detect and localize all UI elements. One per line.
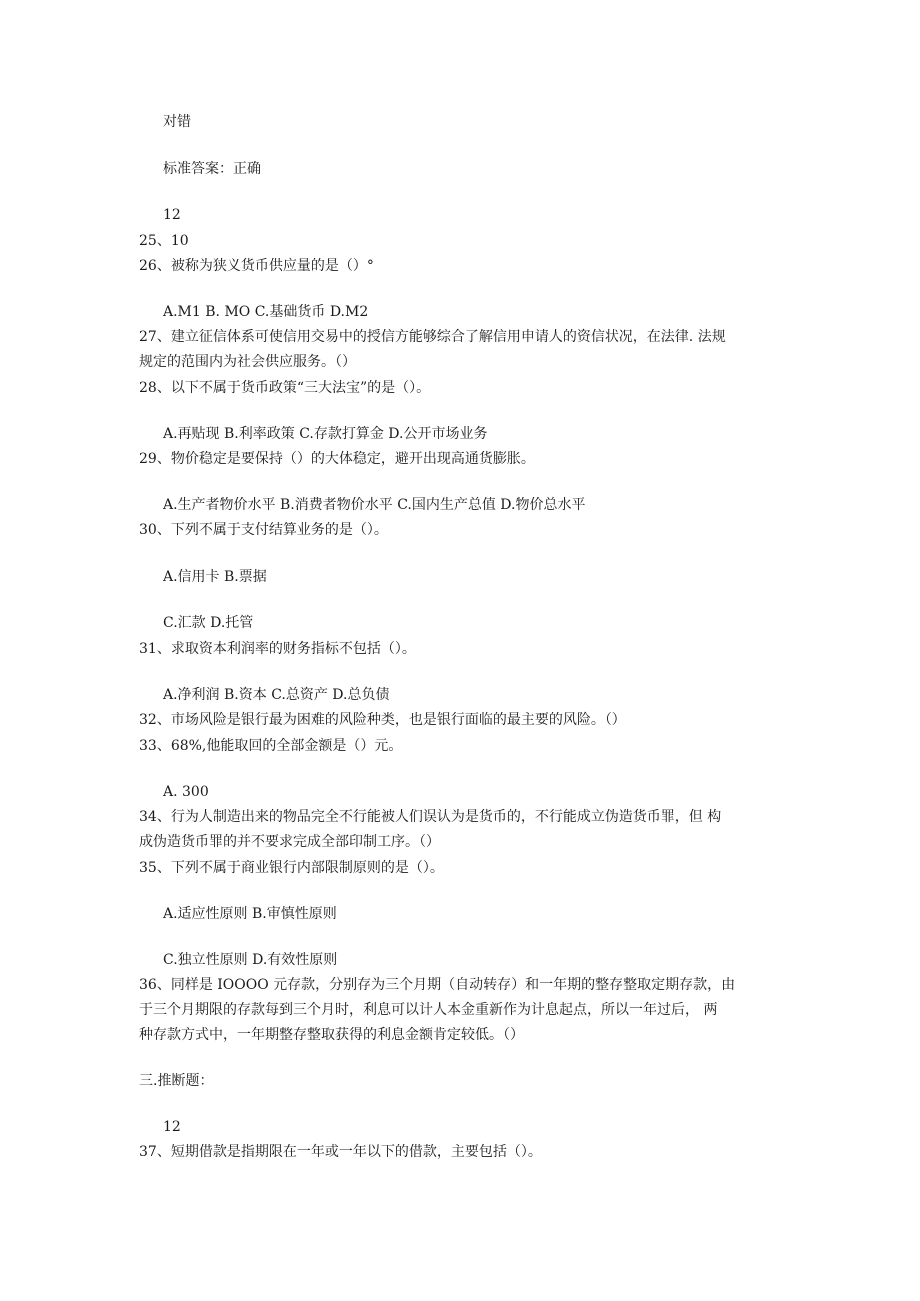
question-27-line-2: 规定的范围内为社会供应服务。（） (139, 354, 356, 370)
question-25: 25、10 (139, 233, 189, 249)
question-26: 26、被称为狭义货币供应量的是（）° (139, 258, 374, 274)
question-32: 32、市场风险是银行最为困难的风险种类，也是银行面临的最主要的风险。（） (139, 712, 626, 728)
question-35-options-ab: A.适应性原则 B.审慎性原则 (163, 906, 337, 922)
answer-options-true-false: 对错 (163, 114, 191, 130)
page-number: 12 (163, 1119, 181, 1135)
question-35: 35、下列不属于商业银行内部限制原则的是（）。 (139, 860, 444, 876)
question-36-line-3: 种存款方式中，一年期整存整取获得的利息金额肯定较低。（） (139, 1027, 524, 1043)
question-28: 28、以下不属于货币政策“三大法宝”的是（）。 (139, 380, 431, 396)
question-34-line-2: 成伪造货币罪的并不要求完成全部印制工序。（） (139, 834, 440, 850)
question-31-options: A.净利润 B.资本 C.总资产 D.总负债 (163, 687, 390, 703)
question-37: 37、短期借款是指期限在一年或一年以下的借款，主要包括（）。 (139, 1144, 542, 1160)
question-30-options-ab: A.信用卡 B.票据 (163, 569, 267, 585)
question-36-line-1: 36、同样是 IOOOO 元存款，分别存为三个月期（自动转存）和一年期的整存整取定期存款，由 (139, 977, 736, 993)
question-33: 33、68%,他能取回的全部金额是（）元。 (139, 738, 403, 754)
question-27-line-1: 27、建立征信体系可使信用交易中的授信方能够综合了解信用申请人的资信状况，在法律. 法规 (139, 329, 726, 345)
section-heading: 三.推断题： (139, 1073, 214, 1089)
page-number: 12 (163, 207, 181, 223)
standard-answer: 标准答案：正确 (163, 161, 261, 177)
question-36-line-2: 于三个月期限的存款每到三个月时，利息可以计人本金重新作为计息起点，所以一年过后， 两 (139, 1002, 718, 1018)
question-28-options: A.再贴现 B.利率政策 C.存款打算金 D.公开市场业务 (163, 426, 488, 442)
question-31: 31、求取资本利润率的财务指标不包括（）。 (139, 641, 416, 657)
question-29: 29、物价稳定是要保持（）的大体稳定，避开出现高通货膨胀。 (139, 451, 535, 467)
question-35-options-cd: C.独立性原则 D.有效性原则 (163, 952, 338, 968)
question-29-options: A.生产者物价水平 B.消费者物价水平 C.国内生产总值 D.物价总水平 (163, 497, 586, 513)
question-26-options: A.M1 B. MO C.基础货币 D.M2 (163, 304, 369, 320)
question-30-options-cd: C.汇款 D.托管 (163, 615, 254, 631)
question-34-line-1: 34、行为人制造出来的物品完全不行能被人们误认为是货币的，不行能成立伪造货币罪，但 构 (139, 809, 722, 825)
question-30: 30、下列不属于支付结算业务的是（）。 (139, 522, 388, 538)
question-33-options: A. 300 (163, 784, 209, 800)
